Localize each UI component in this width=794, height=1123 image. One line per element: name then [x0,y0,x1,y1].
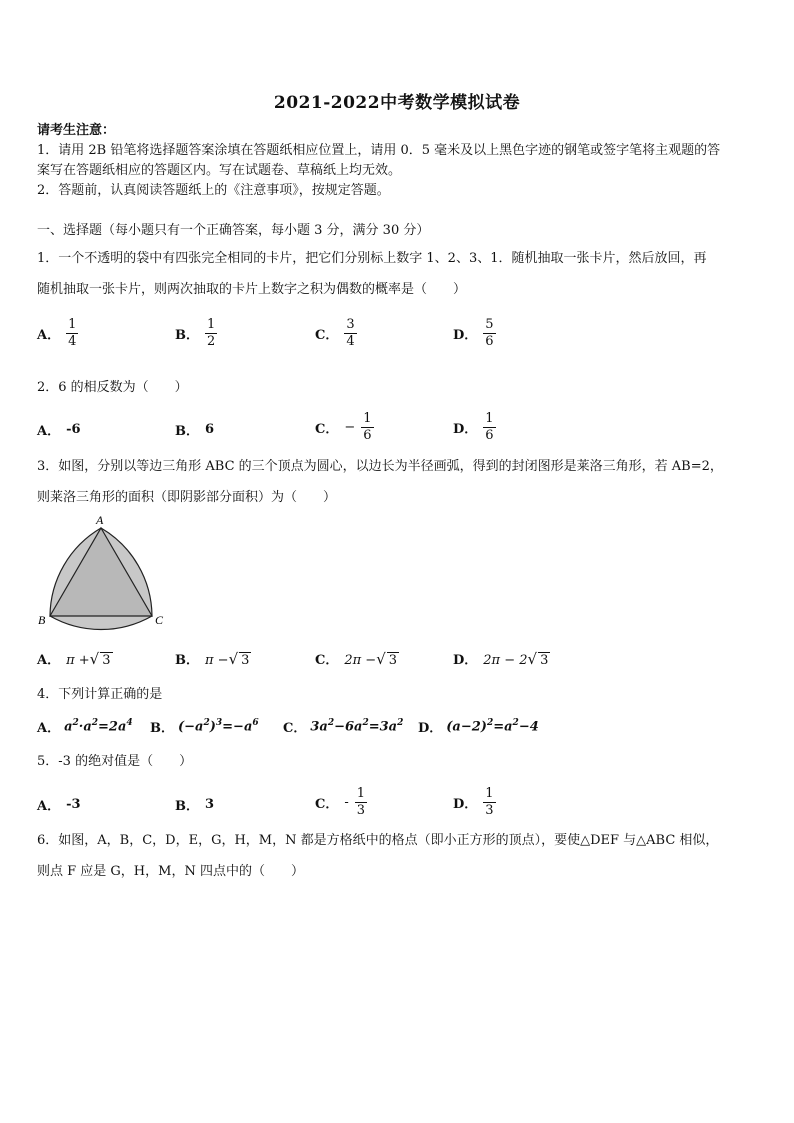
option-label: B． [150,721,174,736]
question-6-stem: 6．如图，A，B，C，D，E，G，H，M，N 都是方格纸中的格点（即小正方形的顶点），要使△DEF 与△ABC 相似， [37,833,719,848]
fraction: $\frac{1}{2}$ [207,317,216,349]
q5-option-a[interactable] [37,795,81,814]
fraction: $\frac{1}{4}$ [68,317,77,349]
q4-option-a[interactable] [37,717,133,736]
minus-sign: − [344,420,356,435]
question-3-stem: 3．如图，分别以等边三角形 ABC 的三个顶点为圆心，以边长为半径画弧，得到的封闭图形是莱洛三角形，若 AB=2， [37,459,723,474]
vertex-c-label: C [155,613,164,627]
question-1-stem: 1．一个不透明的袋中有四张完全相同的卡片，把它们分别标上数字 1、2、3、1．随机抽取一张卡片，然后放回，再 [37,251,707,266]
option-text: 6 [205,422,215,437]
option-label: B． [175,424,199,439]
option-label: D． [453,653,478,668]
option-label: D． [418,721,443,736]
option-label: A． [37,721,61,736]
fraction: $\frac{1}{3}$ [356,786,366,818]
expression: $(-a^2)^3=-a^6$ [178,718,259,735]
option-text: -6 [66,422,81,437]
option-label: B． [175,328,199,343]
question-3-stem-cont: 则莱洛三角形的面积（即阴影部分面积）为（ ） [37,490,337,505]
notice-heading: 请考生注意： [37,123,116,138]
option-label: A． [37,653,61,668]
q4-option-d[interactable] [418,717,539,736]
q2-option-b[interactable] [175,420,214,439]
option-text: -3 [66,797,81,812]
q1-option-c[interactable] [315,318,357,349]
minus-sign: - [344,795,349,810]
q5-option-d[interactable] [453,787,496,818]
q2-option-d[interactable] [453,412,496,443]
option-label: D． [453,422,478,437]
option-label: B． [175,799,199,814]
section-heading: 一、选择题（每小题只有一个正确答案，每小题 3 分，满分 30 分） [37,223,430,238]
fraction: $\frac{1}{6}$ [485,411,494,443]
option-label: A． [37,799,61,814]
option-label: A． [37,424,61,439]
q4-option-b[interactable] [150,717,259,736]
vertex-a-label: A [96,513,104,527]
page-title: 2021-2022中考数学模拟试卷 [273,93,521,113]
vertex-b-label: B [38,613,46,627]
q3-option-b[interactable]: B． π −√ 3 [175,649,250,668]
radical-sign: √ [527,649,538,668]
option-label: C． [315,653,339,668]
option-label: B． [175,653,199,668]
question-1-stem-cont: 随机抽取一张卡片，则两次抽取的卡片上数字之积为偶数的概率是（ ） [37,282,467,297]
question-6-stem-cont: 则点 F 应是 G，H，M，N 四点中的（ ） [37,864,304,879]
fraction: $\frac{1}{3}$ [485,786,494,818]
expression: $3a^2-6a^2=3a^2$ [310,718,404,735]
option-label: C． [315,328,339,343]
notice-item-2: 2．答题前，认真阅读答题纸上的《注意事项》，按规定答题。 [37,183,390,198]
fraction: $\frac{1}{6}$ [363,411,372,443]
q3-option-a[interactable]: A． π +√ 3 [37,649,111,668]
radical-sign: √ [89,649,100,668]
q2-option-a[interactable] [37,420,81,439]
option-label: C． [315,422,339,437]
fraction: $\frac{5}{6}$ [485,317,494,349]
q2-option-c[interactable] [315,412,374,443]
option-label: C． [283,721,307,736]
expression: $a^2\cdot a^2=2a^4$ [64,718,133,735]
reuleaux-triangle-figure [34,512,174,632]
option-label: A． [37,328,61,343]
fraction: $\frac{3}{4}$ [346,317,355,349]
question-4-stem: 4．下列计算正确的是 [37,687,163,702]
q5-option-b[interactable] [175,795,214,814]
q3-option-c[interactable]: C． 2π −√ 3 [315,649,398,668]
q3-option-d[interactable]: D． 2π − 2√ 3 [453,649,549,668]
option-label: C． [315,797,339,812]
q1-option-a[interactable] [37,318,78,349]
question-5-stem: 5．-3 的绝对值是（ ） [37,754,193,769]
q5-option-c[interactable] [315,787,367,818]
question-2-stem: 2．6 的相反数为（ ） [37,380,188,395]
radical-sign: √ [376,649,386,668]
option-label: D． [453,328,478,343]
radical-sign: √ [228,649,239,668]
notice-item-1: 1．请用 2B 铅笔将选择题答案涂填在答题纸相应位置上，请用 0．5 毫米及以上黑色字迹的钢笔或签字笔将主观题的答 [37,143,721,158]
notice-item-1-cont: 案写在答题纸相应的答题区内。写在试题卷、草稿纸上均无效。 [37,163,402,178]
option-text: 3 [205,797,215,812]
expression: $(a-2)^2=a^2-4$ [446,718,539,735]
option-label: D． [453,797,478,812]
q1-option-b[interactable] [175,318,217,349]
q1-option-d[interactable] [453,318,496,349]
q4-option-c[interactable] [283,717,403,736]
